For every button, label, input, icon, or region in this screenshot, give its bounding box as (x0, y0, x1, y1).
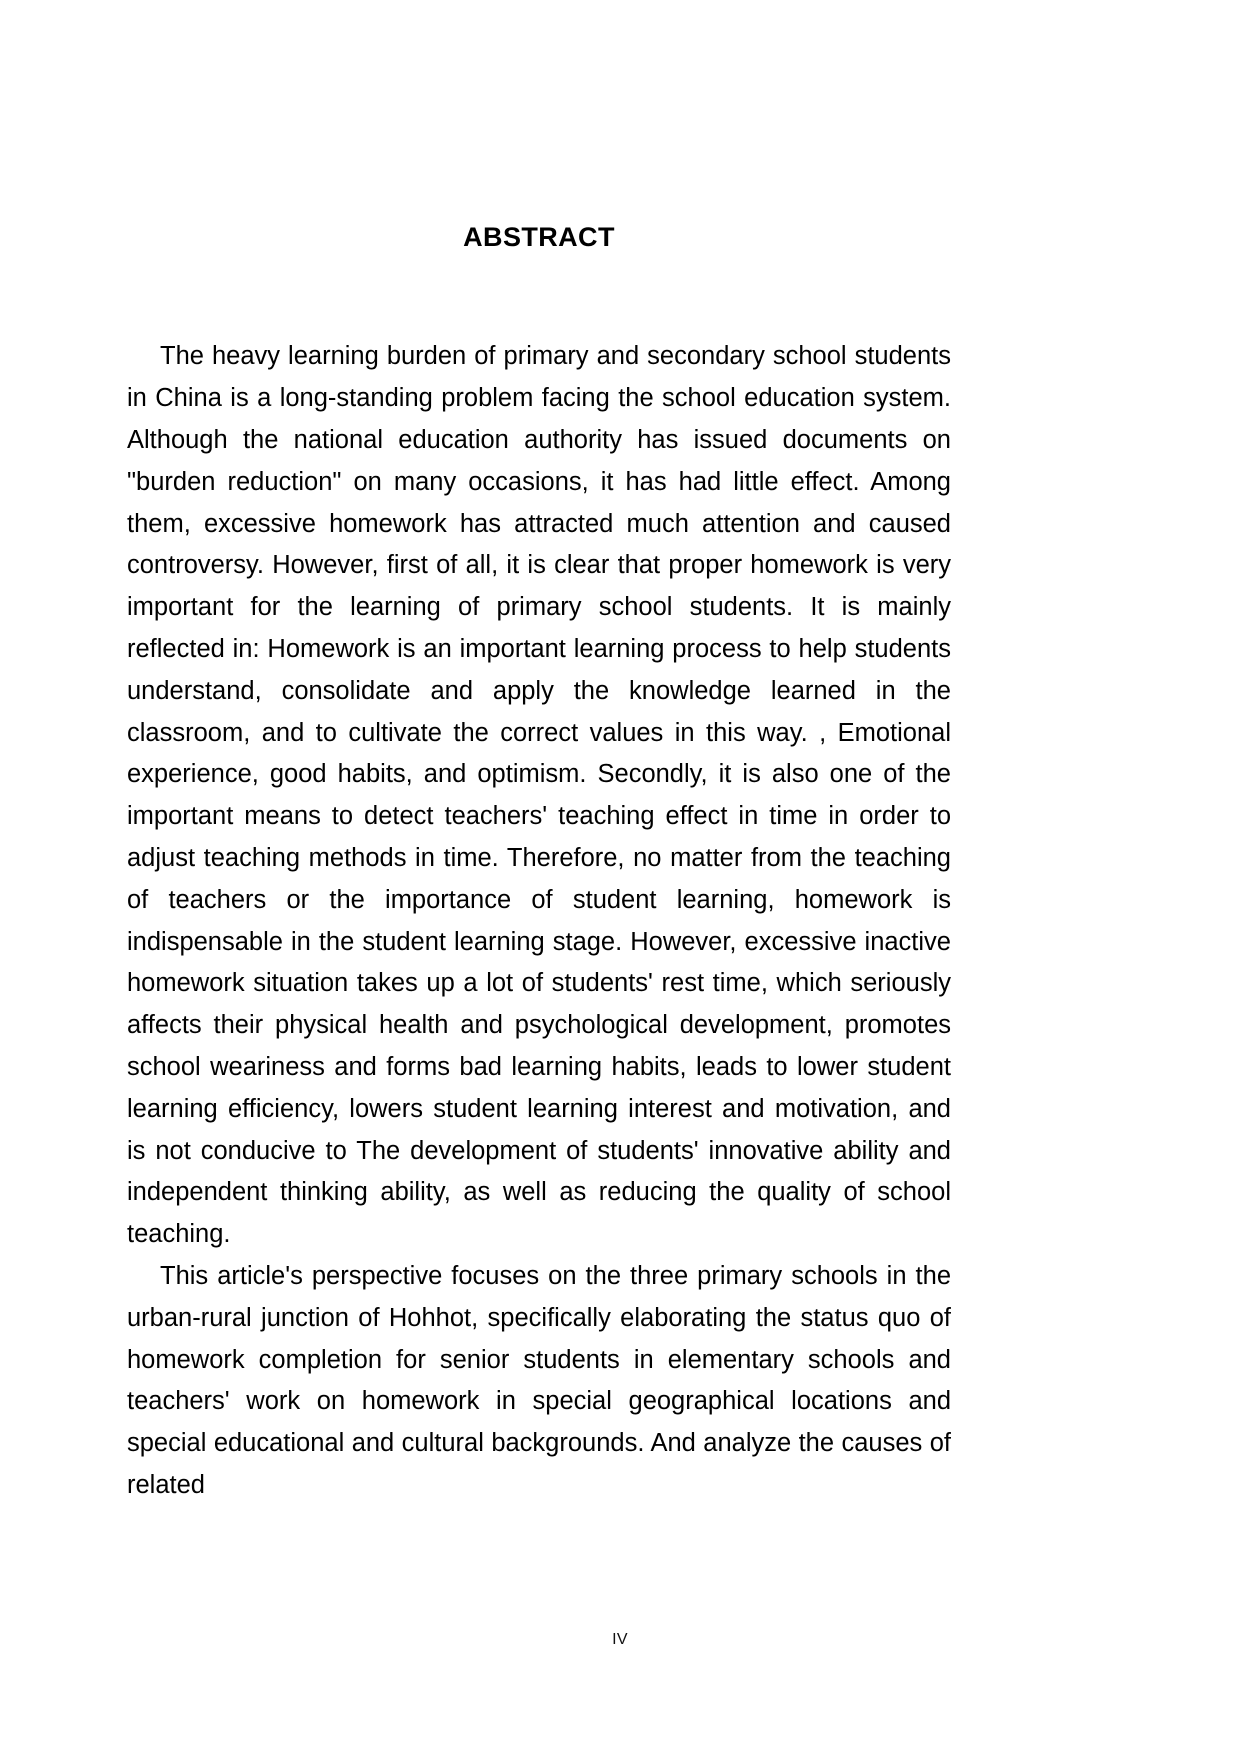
page-content (127, 0, 951, 1507)
abstract-body (127, 253, 951, 1506)
page-number: IV (612, 1631, 628, 1648)
paragraph: The heavy learning burden of primary and secondary school students in China is a long-standing problem facing the school education system. Although the national education authority has issued documents on "burden reduction" on many occasions, it has had little effect. Among them, excessive homework has attracted much attention and caused controversy. However, first of all, it is clear that proper homework is very important for the learning of primary school students. It is mainly reflected in: Homework is an important learning process to help students understand, consolidate and apply the knowledge learned in the classroom, and to cultivate the correct values in this way. , Emotional experience, good habits, and optimism. Secondly, it is also one of the important means to detect teachers' teaching effect in time in order to adjust teaching methods in time. Therefore, no matter from the teaching of teachers or the importance of student learning, homework is indispensable in the student learning stage. However, excessive inactive homework situation takes up a lot of students' rest time, which seriously affects their physical health and psychological development, promotes school weariness and forms bad learning habits, leads to lower student learning efficiency, lowers student learning interest and motivation, and is not conducive to The development of students' innovative ability and independent thinking ability, as well as reducing the quality of school teaching. (127, 342, 951, 1249)
paragraph: This article's perspective focuses on the three primary schools in the urban-rural junction of Hohhot, specifically elaborating the status quo of homework completion for senior students in elementary schools and teachers' work on homework in special geographical locations and special educational and cultural backgrounds. And analyze the causes of related (127, 1261, 951, 1499)
page-title: ABSTRACT (463, 222, 615, 252)
